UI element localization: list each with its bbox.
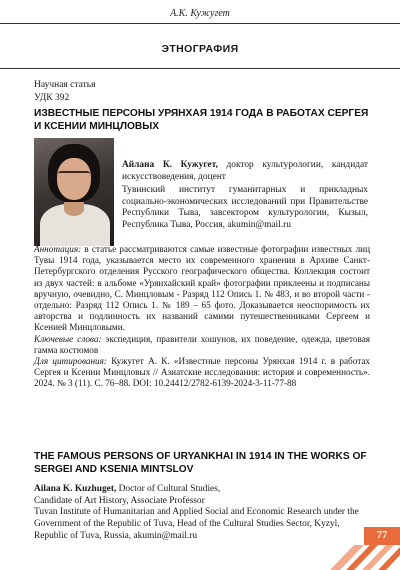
keywords-paragraph (34, 334, 370, 356)
photo-glasses (58, 171, 90, 179)
author-en-title: Candidate of Art History, Associate Professor (34, 495, 205, 506)
page-number-badge: 77 (364, 527, 400, 545)
author-ru-name: Айлана К. Кужугет, (122, 160, 218, 170)
abstract-block (34, 244, 370, 390)
header-rule-top (0, 23, 400, 24)
author-en-degree: Doctor of Cultural Studies, (116, 484, 221, 494)
photo-neck (64, 202, 84, 216)
abstract-paragraph (34, 244, 370, 334)
keywords-label: Ключевые слова: (34, 333, 102, 344)
author-ru-credentials (122, 160, 368, 183)
corner-decoration (320, 545, 400, 570)
running-head: А.К. Кужугет (170, 8, 230, 19)
photo-face (57, 158, 91, 200)
author-en-first-line (34, 484, 374, 496)
citation-text: Кужугет А. К. «Известные персоны Урянхая 1914 г. в работах Сергея и Ксении Минцловых // Азиатские исследования: история и современность». 2024. № 3 (11). С. 76–88. DOI: 10.24412/2782-6139-2024-3-11-77-88 (34, 356, 371, 389)
author-ru-degrees: доктор культурологии, кандидат искусствоведения, доцент (122, 160, 368, 182)
author-photo (34, 138, 114, 246)
udk-code: УДК 392 (34, 93, 70, 103)
header-rule-bottom (0, 68, 400, 69)
author-ru-affiliation: Тувинский институт гуманитарных и прикладных социально-экономических исследований при Правительстве Республики Тыва, завсектором культурологии, Кызыл, Республика Тыва, Россия, akumin@mail.ru (122, 185, 368, 230)
author-en-name: Ailana K. Kuzhuget, (34, 484, 117, 494)
article-type: Научная статья (34, 80, 96, 90)
author-en-affiliation: Tuvan Institute of Humanitarian and Applied Social and Economic Research under the Government of the Republic of Tuva, Head of the Cultural Studies Sector, Kyzyl, Republic of Tuva, Russia, akumin@mail.ru (34, 507, 359, 541)
citation-label: Для цитирования: (34, 356, 107, 367)
section-title: ЭТНОГРАФИЯ (161, 43, 239, 55)
citation-paragraph (34, 356, 370, 390)
article-title-ru: ИЗВЕСТНЫЕ ПЕРСОНЫ УРЯНХАЯ 1914 ГОДА В РАБОТАХ СЕРГЕЯ И КСЕНИИ МИНЦЛОВЫХ (34, 108, 369, 132)
author-en-block (34, 484, 374, 543)
keywords-text: экспедиция, правители хошунов, их поведение, одежда, цветовая гамма костюмов (34, 333, 370, 355)
article-title-en: THE FAMOUS PERSONS OF URYANKHAI IN 1914 IN THE WORKS OF SERGEI AND KSENIA MINTSLOV (34, 451, 367, 475)
abstract-label: Аннотация: (34, 244, 82, 254)
corner-stripes-graphic (320, 545, 400, 570)
abstract-text: в статье рассматриваются самые известные фотографии известных лиц Тувы 1914 года, указывается место их современного хранения в Архиве Санкт-Петербургского отделения Русского географического общества. Коллекция состоит из двух частей: в альбоме «Урянхайский край» фотографии приклеены и подписаны вручную, очевидно, С. Минцловым - Разряд 112 Опись 1. № 483, и во второй части - отдельно: Разряд 112 Опись 1. № 189 – 65 фото. Доказывается неоспоримость их авторства и подлинность их названий самими путешественниками Сергеем и Ксенией Минцловыми. (34, 244, 370, 333)
